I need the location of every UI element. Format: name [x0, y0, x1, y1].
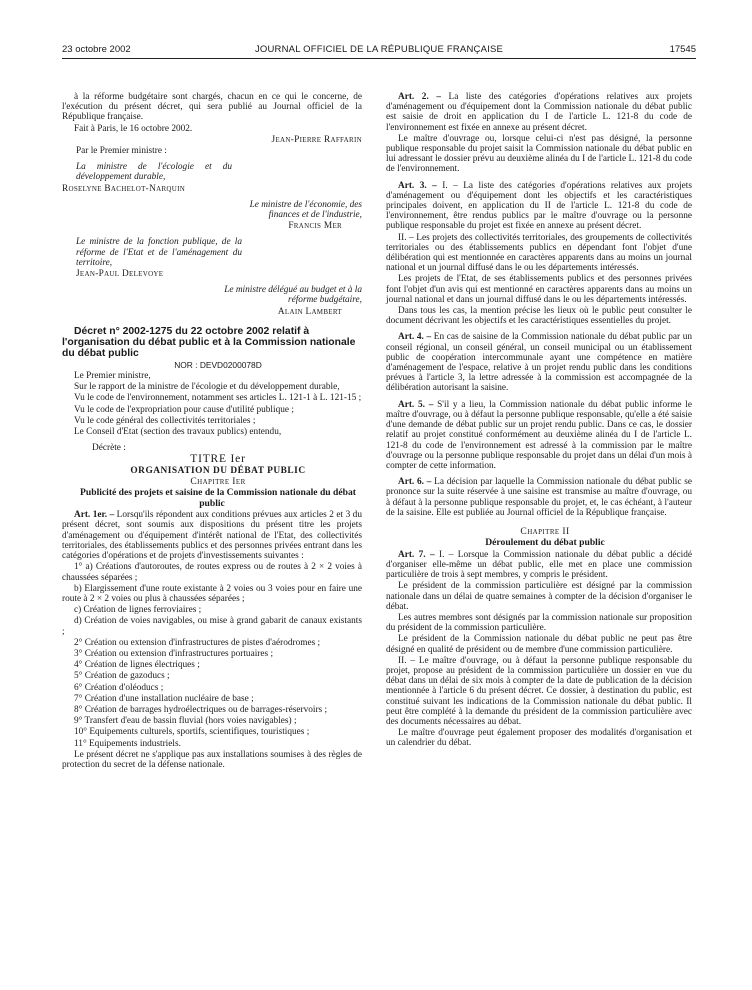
article-4-text: En cas de saisine de la Commission nationale du débat public par un conseil régional, un conseil général, un conseil municipal ou un établissement public de coopération intercommunale ayant une compétence en matière d'aménagement de l'espace, relative à un projet rendu public dans les conditions prévues à l'article 3, la lettre adressée à la commission est accompagnée de la délibération autorisant la saisine.	[386, 332, 692, 394]
par-le-premier-ministre: Par le Premier ministre :	[76, 146, 167, 157]
preamble-line: Le Conseil d'Etat (section des travaux publics) entendu,	[74, 427, 282, 438]
article-7-paragraph: Le président de la Commission nationale du débat public ne peut pas être désigné en qualité de président ou de membre d'une commission particulière.	[386, 634, 692, 655]
article-7-paragraph: II. – Le maître d'ouvrage, ou à défaut la personne publique responsable du projet, propose au président de la commission particulière un dossier en vue du débat dans un délai de six mois à compter de la date de publication de la décision mentionnée à l'article 6 du présent décret. Ce dossier, à destination du public, est constitué suivant les indications de la Commission nationale du débat public. Il peut être complété à la demande du président de la commission particulière avec des documents nécessaires au débat.	[386, 655, 692, 727]
article-6-heading: Art. 6. –	[398, 477, 432, 488]
list-item: 3° Création ou extension d'infrastructures portuaires ;	[74, 648, 274, 659]
list-item: 10° Equipements culturels, sportifs, scientifiques, touristiques ;	[74, 727, 310, 738]
article-6-text: La décision par laquelle la Commission nationale du débat public se prononce sur la suite réservée à une saisine est transmise au maître d'ouvrage, ou à défaut à la personne publique responsable du projet, et, le cas échéant, à l'auteur de la saisine. Elle est publiée au Journal officiel de la République française.	[386, 477, 693, 518]
article-7-text: I. – Lorsque la Commission nationale du débat public a décidé d'organiser elle-même un débat public, elle met en place une commission particulière de trois à sept membres, y compris le président.	[386, 549, 692, 581]
article-2-text: La liste des catégories d'opérations relatives aux projets d'aménagement ou d'équipement dont la Commission nationale du débat public est saisie de droit en application du I de l'article L. 121-8 du code de l'environnement est fixée en annexe au présent décret.	[386, 92, 692, 133]
list-item: 4° Création de lignes électriques ;	[74, 660, 200, 671]
article-4	[386, 332, 692, 393]
name-ministre-fonction-publique: Jean-Paul Delevoye	[76, 269, 164, 280]
article-7	[386, 550, 692, 581]
name-ministre-economie: Francis Mer	[288, 221, 342, 232]
role-ministre-ecologie: La ministre de l'écologie et du développement durable,	[76, 162, 232, 183]
right-column	[386, 92, 692, 750]
intro-paragraph: à la réforme budgétaire sont chargés, chacun en ce qui le concerne, de l'exécution du présent décret, qui sera publié au Journal officiel de la République française.	[62, 92, 362, 123]
article-5-text: S'il y a lieu, la Commission nationale du débat public informe le maître d'ouvrage, ou à défaut la personne publique responsable, qu'elle a été saisie d'une demande de débat public sur un projet rendu public. Dans ce cas, le dossier relatif au projet constitué conformément au deuxième alinéa du I de l'article L. 121-8 du code de l'environnement est adressé à la commission par le maître d'ouvrage ou la personne publique responsable du projet dans un délai d'un mois à compter de cette information.	[386, 399, 693, 471]
preamble-line: Vu le code de l'expropriation pour cause d'utilité publique ;	[74, 404, 294, 415]
article-7-paragraph: Les autres membres sont désignés par la commission nationale sur proposition du président de la commission particulière.	[386, 612, 692, 634]
preamble-line: Le Premier ministre,	[74, 371, 151, 382]
list-item: c) Création de lignes ferroviaires ;	[74, 605, 202, 616]
article-7-paragraph: Le président de la commission particulière est désigné par la commission nationale dans un délai de quatre semaines à compter de la décision d'organiser le débat.	[386, 581, 692, 612]
section-2-heading: Déroulement du débat public	[485, 537, 605, 549]
article-7-paragraph: Le maître d'ouvrage peut également proposer des modalités d'organisation et un calendrier du débat.	[386, 728, 692, 749]
preamble-line: Vu le code général des collectivités territoriales ;	[74, 415, 256, 426]
article-2-paragraph: Le maître d'ouvrage ou, lorsque celui-ci n'est pas désigné, la personne publique responsable du projet saisit la Commission nationale du débat public en lui adressant le dossier prévu au deuxième alinéa du I de l'article L. 121-8 du code de l'environnement.	[386, 133, 692, 175]
article-3-text: I. – La liste des catégories d'opérations relatives aux projets d'aménagement ou d'équipement dont les objectifs et les caractéristiques principales doivent, en application du II de l'article L. 121-8 du code de l'environnement, être rendus publics par le maître d'ouvrage ou la personne publique responsable du projet est fixée en annexe au présent décret.	[386, 180, 693, 232]
header-date: 23 octobre 2002	[62, 44, 131, 55]
list-item: 5° Création de gazoducs ;	[74, 671, 170, 682]
list-item: 9° Transfert d'eau de bassin fluvial (hors voies navigables) ;	[74, 716, 297, 727]
list-item: b) Elargissement d'une route existante à 2 voies ou 3 voies pour en faire une route à 2 × 2 voies ou plus à chaussées séparées ;	[62, 583, 362, 604]
name-ministre-budget: Alain Lambert	[277, 306, 342, 317]
header-page-number: 17545	[669, 44, 696, 55]
article-3-paragraph: II. – Les projets des collectivités territoriales, des groupements de collectivités territoriales ou des établissements publics en dépendant font l'objet d'une délibération qui est mentionnée en caractères apparents dans au moins un journal national et un journal diffusé dans le ou les départements intéressés.	[386, 232, 692, 274]
last-paragraph: Le présent décret ne s'applique pas aux installations soumises à des règles de protection du secret de la défense nationale.	[62, 749, 362, 770]
organisation-heading: ORGANISATION DU DÉBAT PUBLIC	[130, 465, 306, 476]
chapitre-1-heading: Chapitre Ier	[190, 475, 246, 487]
article-1	[62, 510, 362, 561]
name-ministre-ecologie: Roselyne Bachelot-Narquin	[62, 183, 186, 194]
article-5	[386, 400, 692, 471]
section-1-heading: Publicité des projets et saisine de la Commission nationale du débat public	[80, 487, 356, 509]
role-ministre-economie: Le ministre de l'économie, des finances et de l'industrie,	[249, 199, 362, 221]
article-3	[386, 181, 692, 232]
preamble-line: Vu le code de l'environnement, notamment ses articles L. 121-1 à L. 121-15 ;	[74, 393, 362, 404]
page-header	[62, 44, 696, 59]
signature-premier-ministre: Jean-Pierre Raffarin	[271, 134, 362, 145]
article-3-heading: Art. 3. –	[398, 180, 437, 191]
list-item: d) Création de voies navigables, ou mise à grand gabarit de canaux existants ;	[62, 616, 362, 637]
article-5-heading: Art. 5. –	[398, 399, 434, 410]
article-4-heading: Art. 4. –	[398, 332, 432, 343]
list-item: 7° Création d'une installation nucléaire de base ;	[74, 693, 254, 704]
nor-reference: NOR : DEVD0200078D	[174, 359, 262, 370]
article-1-text: Lorsqu'ils répondent aux conditions prévues aux articles 2 et 3 du présent décret, sont soumis aux dispositions du présent titre les projets d'aménagement ou d'équipement d'intérêt national de l'Etat, des collectivités territoriales, des établissements publics et des personnes privées entrant dans les catégories d'opérations et de projets d'investissements suivantes :	[62, 510, 362, 562]
list-item: 1° a) Créations d'autoroutes, de routes express ou de routes à 2 × 2 voies à chaussées séparées ;	[62, 562, 362, 583]
chapitre-2-heading: Chapitre II	[520, 525, 570, 537]
left-column	[62, 92, 362, 771]
list-item: 8° Création de barrages hydroélectriques ou de barrages-réservoirs ;	[74, 704, 328, 715]
titre-heading: TITRE Ier	[190, 453, 246, 466]
preamble-line: Sur le rapport de la ministre de l'écologie et du développement durable,	[74, 382, 340, 393]
decree-title: Décret n° 2002-1275 du 22 octobre 2002 relatif à l'organisation du débat public et à la Commission nationale du débat public	[62, 325, 356, 359]
role-ministre-budget: Le ministre délégué au budget et à la réforme budgétaire,	[224, 285, 362, 306]
article-3-paragraph: Les projets de l'Etat, de ses établissements publics et des personnes privées font l'objet d'un avis qui est mentionné en caractères apparents dans au moins un journal national et dans un journal diffusé dans le ou les départements intéressés.	[386, 274, 692, 305]
list-item: 2° Création ou extension d'infrastructures de pistes d'aérodromes ;	[74, 637, 321, 648]
article-7-heading: Art. 7. –	[398, 549, 435, 560]
article-6	[386, 477, 692, 518]
fait-a-paris: Fait à Paris, le 16 octobre 2002.	[74, 123, 193, 134]
list-item: 11° Equipements industriels.	[74, 738, 181, 749]
article-1-heading: Art. 1er. –	[74, 510, 115, 521]
role-ministre-fonction-publique: Le ministre de la fonction publique, de la réforme de l'Etat et de l'aménagement du territoire,	[76, 237, 242, 268]
article-2-heading: Art. 2. –	[398, 92, 441, 102]
header-journal-title: JOURNAL OFFICIEL DE LA RÉPUBLIQUE FRANÇAISE	[254, 44, 504, 55]
article-2	[386, 92, 692, 133]
decrete-line: Décrète :	[92, 443, 126, 454]
list-item: 6° Création d'oléoducs ;	[74, 682, 164, 693]
article-3-paragraph: Dans tous les cas, la mention précise les lieux où le public peut consulter le document décrivant les objectifs et les caractéristiques essentielles du projet.	[386, 306, 692, 327]
